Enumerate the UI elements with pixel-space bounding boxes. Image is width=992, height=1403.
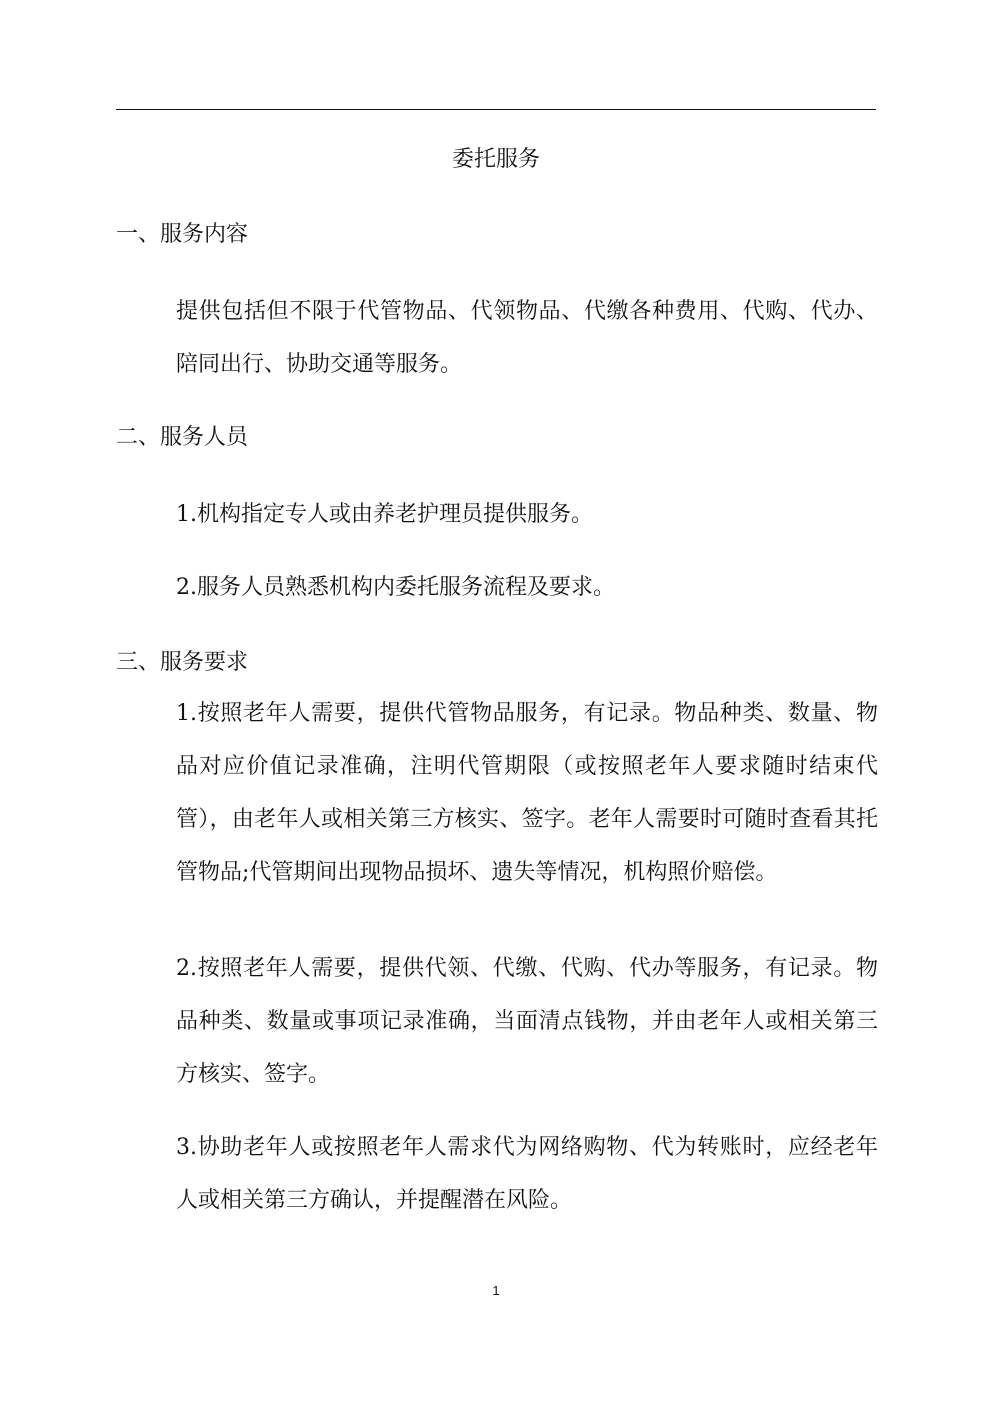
section-heading-service-requirements: 三、服务要求 bbox=[116, 650, 249, 675]
page-number: 1 bbox=[492, 1283, 500, 1298]
paragraph-requirement-3: 3.协助老年人或按照老年人需求代为网络购物、代为转账时，应经老年人或相关第三方确认，并提醒潜在风险。 bbox=[176, 1135, 878, 1213]
paragraph-staff-2: 2.服务人员熟悉机构内委托服务流程及要求。 bbox=[176, 575, 615, 600]
section-heading-service-content: 一、服务内容 bbox=[116, 222, 249, 247]
paragraph-requirement-2: 2.按照老年人需要，提供代领、代缴、代购、代办等服务，有记录。物品种类、数量或事项记录准确，当面清点钱物，并由老年人或相关第三方核实、签字。 bbox=[176, 956, 878, 1087]
paragraph-requirement-1: 1.按照老年人需要，提供代管物品服务，有记录。物品种类、数量、物品对应价值记录准确，注明代管期限（或按照老年人要求随时结束代管），由老年人或相关第三方核实、签字。老年人需要时可随时查看其托管物品;代管期间出现物品损坏、遗失等情况，机构照价赔偿。 bbox=[176, 701, 878, 885]
paragraph-staff-1: 1.机构指定专人或由养老护理员提供服务。 bbox=[176, 502, 593, 527]
document-title: 委托服务 bbox=[451, 147, 540, 172]
header-rule bbox=[116, 109, 876, 110]
section-heading-service-staff: 二、服务人员 bbox=[116, 425, 249, 450]
paragraph-service-content: 提供包括但不限于代管物品、代领物品、代缴各种费用、代购、代办、陪同出行、协助交通等服务。 bbox=[176, 299, 878, 377]
